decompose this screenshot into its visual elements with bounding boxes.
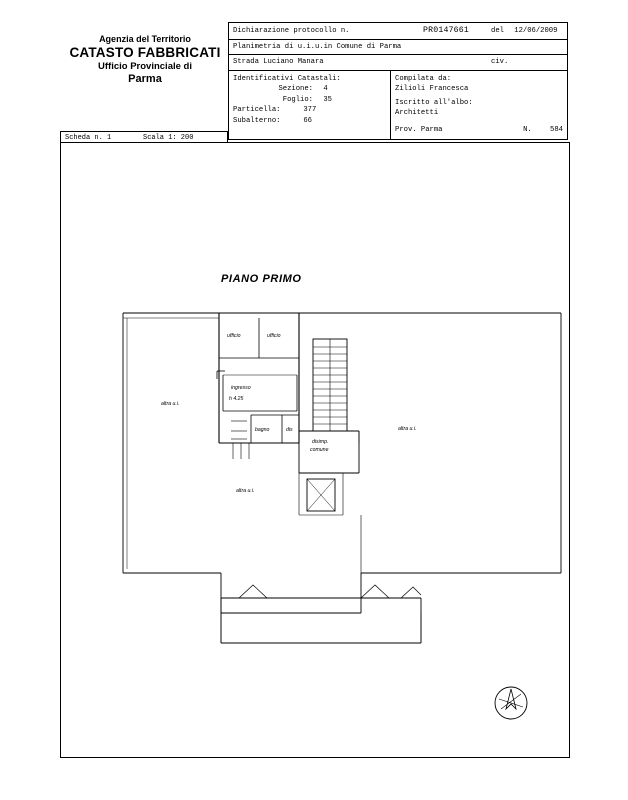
dichiarazione-label: Dichiarazione protocollo n. [233,26,350,35]
label-ufficio-2: ufficio [267,333,281,339]
protocol-row [229,23,567,40]
label-altezza: h 4.25 [229,396,244,402]
del-group [487,24,567,38]
document-header [60,22,570,142]
identificativi-subalterno [233,116,386,126]
header-info-table [228,22,568,140]
foglio-value: 35 [323,95,332,104]
identificativi-block [229,71,391,139]
label-altra-ui-bottom: altra u.i. [236,488,255,494]
prov-label: Prov. Parma [395,125,443,134]
compilata-block [391,71,567,139]
del-value: 12/06/2009 [514,26,558,35]
agency-line-4: Parma [128,73,162,86]
agency-line-3: Ufficio Provinciale di [98,61,192,73]
numero-label: N. [523,125,532,134]
foglio-label: Foglio: [282,95,313,104]
scheda-scala: Scala 1: 200 [143,133,194,142]
iscritto-label: Iscritto all'albo: [395,98,473,107]
indirizzo-label: Strada Luciano Manara [233,58,324,66]
identificativi-foglio [233,95,386,105]
label-ufficio-1: ufficio [227,333,241,339]
identificativi-sezione [233,84,386,94]
sezione-label: Sezione: [278,85,313,94]
agency-block [60,34,230,86]
plan-drawing-frame [60,142,570,758]
subalterno-label: Subalterno: [233,116,281,125]
protocollo-value: PR0147661 [423,26,470,36]
subalterno-value: 66 [303,116,312,125]
del-label: del [491,26,504,35]
identificativi-compilata-row [229,71,567,139]
prov-row [395,119,563,135]
numero-group [523,125,563,135]
label-bagno: bagno [255,427,270,433]
compilata-title: Compilata da: [395,75,452,83]
planimetria-row [229,40,567,55]
identificativi-title: Identificativi Catastali: [233,75,341,83]
indirizzo-row [229,55,567,71]
plan-title: PIANO PRIMO [221,273,302,285]
agency-line-1: Agenzia del Territorio [99,34,191,44]
floor-plan-drawing [61,143,570,758]
label-disimp-comune-line1: disimp. [312,439,329,445]
civico-label: civ. [491,58,509,66]
scheda-number: Scheda n. 1 [65,133,112,142]
identificativi-particella [233,105,386,115]
label-dis: dis [286,427,293,433]
label-ingresso: ingresso [231,385,251,391]
label-disimp-comune-line2: comune [310,447,329,453]
particella-value: 377 [303,106,317,115]
numero-valore: 584 [550,125,563,134]
iscritto-valore: Architetti [395,109,439,118]
label-altra-ui-left: altra u.i. [161,401,180,407]
particella-label: Particella: [233,106,281,115]
sezione-value: 4 [323,85,328,94]
compilata-nome: Zilioli Francesca [395,85,469,94]
planimetria-label: Planimetria di u.i.u.in Comune di Parma [233,43,402,51]
label-altra-ui-right: altra u.i. [398,426,417,432]
agency-line-2: CATASTO FABBRICATI [69,44,221,60]
